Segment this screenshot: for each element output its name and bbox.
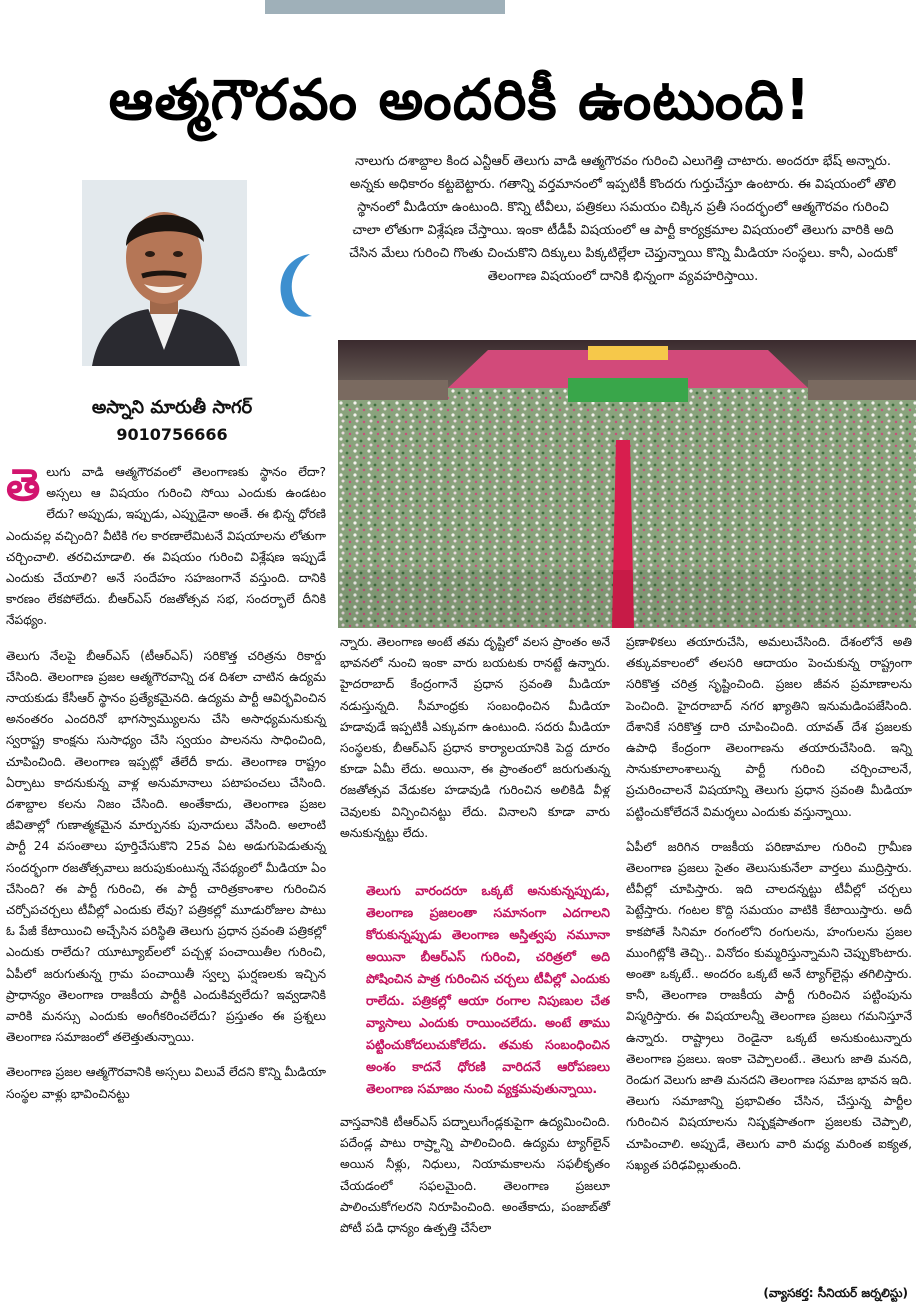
article-column-1 xyxy=(6,462,326,1119)
author-credit: (వ్యాసకర్త: సీనియర్ జర్నలిస్టు) xyxy=(763,1286,908,1300)
top-color-bar xyxy=(265,0,505,14)
article-column-2 xyxy=(340,632,610,858)
author-phone: 9010756666 xyxy=(116,425,228,444)
article-paragraph: ఏపీలో జరిగిన రాజకీయ పరిణామాల గురించి గ్రామీణ తెలంగాణ ప్రజలు సైతం తెలుసుకునేలా వార్తలు ముద్రిస్తారు. టీవీల్లో చూపిస్తారు. ఇది చాలదన్నట్టు టీవీల్లో చర్చలు పెట్టేస్తారు. గంటల కొద్ది సమయం వాటికి కేటాయిస్తారు. అదీ కాకపోతే సినిమా రంగంలోని రంగులను, హంగులను ప్రజల ముంగిట్లోకి తెచ్చి.. వినోదం కుమ్మరిస్తున్నామని చెప్పుకొంటారు. అంతా ఒక్కటే.. అందరం ఒక్కటే అనే ట్యాగ్‌లైన్లు తగిలిస్తారు. కానీ, తెలంగాణ రాజకీయ పార్టీ గురించిన పట్టింపును విస్మరిస్తారు. ఈ విషయాలన్నీ తెలంగాణ ప్రజలు గమనిస్తూనే ఉన్నారు. రాష్ట్రాలు రెండైనా ఒక్కటే అనుకుంటున్నారు తెలంగాణ ప్రజలు. ఇంకా చెప్పాలంటే.. తెలుగు జాతి మనది, రెండుగ వెలుగు జాతి మనదని తెలంగాణ సమాజ భావన ఇది. తెలుగు సమాజాన్ని ప్రభావితం చేసిన, చేస్తున్న పార్టీల గురించిన విషయాలను నిష్పక్షపాతంగా ప్రజలకు చెప్పాలి, చూపించాలి. అప్పుడే, తెలుగు వారి మధ్య మరింత ఐక్యత, సఖ్యత పరిఢవిల్లుతుంది. xyxy=(626,839,912,1172)
article-paragraph: తెలంగాణ ప్రజల ఆత్మగౌరవానికి అస్సలు విలువే లేదని కొన్ని మీడియా సంస్థల వాళ్లు భావించినట్టు xyxy=(6,1065,326,1101)
rally-crowd-photo xyxy=(338,340,916,628)
author-photo xyxy=(82,180,247,366)
drop-cap: తె xyxy=(6,460,41,511)
article-paragraph: తెలుగు వాడి ఆత్మగౌరవంలో తెలంగాణకు స్థానం లేదా? అస్సలు ఆ విషయం గురించి సోయి ఎందుకు ఉండటం లేదు? అప్పుడు, ఇప్పుడు, ఎప్పుడైనా అంతే. ఈ భిన్న ధోరణి ఎందువల్ల వచ్చింది? వీటికి గల కారణాలేమిటనే విషయాలను లోతుగా చర్చించాలి. తరచిచూడాలి. ఈ విషయం గురించి విశ్లేషణ ఇప్పుడే ఎందుకు చేయాలి? అనే సందేహం సహజంగానే వస్తుంది. దానికి కారణం లేకపోలేదు. బీఆర్ఎస్ రజతోత్సవ సభ, సందర్భాలే దీనికి నేపథ్యం. xyxy=(6,460,326,628)
article-column-3 xyxy=(626,632,912,1190)
article-paragraph: న్నారు. తెలంగాణ అంటే తమ దృష్టిలో వలస ప్రాంతం అనే భావనలో నుంచి ఇంకా వారు బయటకు రానట్టే ఉన్నారు. హైదరాబాద్ కేంద్రంగానే ప్రధాన స్రవంతి మీడియా నడుస్తున్నది. సీమాంధ్రకు సంబంధించిన మీడియా హడావుడే ఇప్పటికీ ఎక్కువగా ఉంటుంది. సదరు మీడియా సంస్థలకు, బీఆర్ఎస్ ప్రధాన కార్యాలయానికి పెద్ద దూరం కూడా ఏమీ లేదు. అయినా, ఈ ప్రాంతంలో జరుగుతున్న రజతోత్సవ వేడుకల హడావుడి గురించిన అలికిడి వీళ్ల చెవులకు విన్పించినట్టు లేదు. వినాలని కూడా వారు అనుకున్నట్టు లేదు. xyxy=(340,635,610,840)
crescent-ornament xyxy=(272,250,322,320)
pull-quote: తెలుగు వారందరూ ఒక్కటే అనుకున్నప్పుడు, తెలంగాణ ప్రజలంతా సమానంగా ఎదగాలని కోరుకున్నప్పుడు తెలంగాణ అస్తిత్వపు నమూనా అయినా బీఆర్ఎస్ గురించి, చరిత్రలో అది పోషించిన పాత్ర గురించిన చర్చలు టీవీల్లో ఎందుకు రాలేదు. పత్రికల్లో ఆయా రంగాల నిపుణుల చేత వ్యాసాలు ఎందుకు రాయించలేదు. అంటే తాము పట్టించుకోదలుచుకోలేదు. తమకు సంబంధించిన అంశం కాదనే ధోరణి వారిదనే ఆరోపణలు తెలంగాణ సమాజం నుంచి వ్యక్తమవుతున్నాయి. xyxy=(366,883,610,1096)
article-intro: నాలుగు దశాబ్దాల కింద ఎన్టీఆర్ తెలుగు వాడి ఆత్మగౌరవం గురించి ఎలుగెత్తి చాటారు. అందరూ భేష్ అన్నారు. అన్నకు అధికారం కట్టబెట్టారు. గతాన్ని వర్తమానంలో ఇప్పటికీ కొందరు గుర్తుచేస్తూ ఉంటారు. ఈ విషయంలో తొలి స్థానంలో మీడియా ఉంటుంది. కొన్ని టీవీలు, పత్రికలు సమయం చిక్కిన ప్రతీ సందర్భంలో ఆత్మగౌరవం గురించి చాలా లోతుగా విశ్లేషణ చేస్తాయి. ఇంకా టీడీపీ విషయంలో ఆ పార్టీ కార్యక్రమాల విషయంలో తెలుగు వారికి అది చేసిన మేలు గురించి గొంతు చించుకొని దిక్కులు పిక్కటిల్లేలా చెప్తున్నాయి కొన్ని మీడియా సంస్థలు. కానీ, ఎందుకో తెలంగాణ విషయంలో దానికి భిన్నంగా వ్యవహరిస్తాయి. xyxy=(349,154,897,284)
author-name: అస్నాని మారుతీ సాగర్ xyxy=(91,397,253,418)
article-paragraph: ప్రణాళికలు తయారుచేసి, అమలుచేసింది. దేశంలోనే అతి తక్కువకాలంలో తలసరి ఆదాయం పెంచుకున్న రాష్ట్రంగా సరికొత్త చరిత్ర సృష్టించింది. ప్రజల జీవన ప్రమాణాలను పెంచింది. హైదరాబాద్ నగర ఖ్యాతిని ఇనుమడింపజేసింది. దేశానికే సరికొత్త దారి చూపించింది. యావత్ దేశ ప్రజలకు ఉపాధి కేంద్రంగా తెలంగాణను తయారుచేసింది. ఇన్ని సానుకూలాంశాలున్న పార్టీ గురించి చర్చించాలనే, ప్రచురించాలనే విషయాన్ని తెలుగు ప్రధాన స్రవంతి మీడియా పట్టించుకోలేదనే విమర్శలు ఎందుకు వస్తున్నాయి. xyxy=(626,635,912,819)
article-headline: ఆత్మగౌరవం అందరికీ ఉంటుంది! xyxy=(108,68,812,133)
article-column-2-lower xyxy=(340,1112,610,1253)
article-paragraph: తెలుగు నేలపై బీఆర్ఎస్ (టీఆర్ఎస్) సరికొత్త చరిత్రను రికార్డు చేసింది. తెలంగాణ ప్రజల ఆత్మగౌరవాన్ని దశ దిశలా చాటిన ఉద్యమ నాయకుడు కేసీఆర్ స్థానం ప్రత్యేకమైనది. ఉద్యమ పార్టీ ఆవిర్భవించిన అనంతరం ఎందరినో భాగస్వామ్యులను చేసి అసాధ్యమనుకున్న స్వరాష్ట్ర కాంక్షను సుసాధ్యం చేసి స్వయం పాలనను సాధించింది, చూపించింది. తెలంగాణ ఇప్పట్లో తేలేదీ కాదు. తెలంగాణ రాష్ట్రం ఏర్పాటు కాదనుకున్న వాళ్ల అనుమానాలు పటాపంచలు చేసింది. దశాబ్దాల కలను నిజం చేసింది. అంతేకాదు, తెలంగాణ ప్రజల జీవితాల్లో గుణాత్మకమైన మార్పునకు పునాదులు వేసింది. అలాంటి పార్టీ 24 వసంతాలు పూర్తిచేసుకొని 25వ ఏట అడుగుపెడుతున్న సందర్భంగా రజతోత్సవాలు జరుపుకుంటున్న నేపథ్యంలో మీడియా ఏం చేసింది? ఈ పార్టీ గురించి, ఈ పార్టీ చారిత్రకాంశాల గురించిన చర్చోపచర్చలు టీవీల్లో ఎందుకు లేవు? పత్రికల్లో మూడురోజుల పాటు ఓ పేజీ కేటాయించి అచ్చేసిన పరిస్థితి తెలుగు ప్రధాన స్రవంతి పత్రికల్లో ఎందుకు రాలేదు? యూట్యూబ్‌లలో పచ్చళ్ల పంచాయితీల గురించి, ఏపీలో జరుగుతున్న గ్రామ పంచాయితీ స్వల్ప ఘర్షణలకు ఇచ్చిన ప్రాధాన్యం తెలంగాణ రాజకీయ పార్టీకి ఎందుకివ్వలేదు? ఇవ్వడానికి వారికి మనస్సు ఎందుకు అంగీకరించలేదు? ప్రస్తుతం ఈ ప్రశ్నలు తెలంగాణ సమాజంలో తలెత్తుతున్నాయి. xyxy=(6,648,326,1045)
article-paragraph: వాస్తవానికి టీఆర్ఎస్ పద్నాలుగేండ్లకుపైగా ఉద్యమించింది. పదేండ్ల పాటు రాష్ర్టాన్ని పాలించింది. ఉద్యమ ట్యాగ్‌లైన్ అయిన నీళ్లు, నిధులు, నియామకాలను సఫలీకృతం చేయడంలో సఫలమైంది. తెలంగాణ ప్రజలూ పాలించుకోగలరని నిరూపించింది. అంతేకాదు, పంజాబ్‌తో పోటీ పడి ధాన్యం ఉత్పత్తి చేసేలా xyxy=(340,1115,610,1236)
